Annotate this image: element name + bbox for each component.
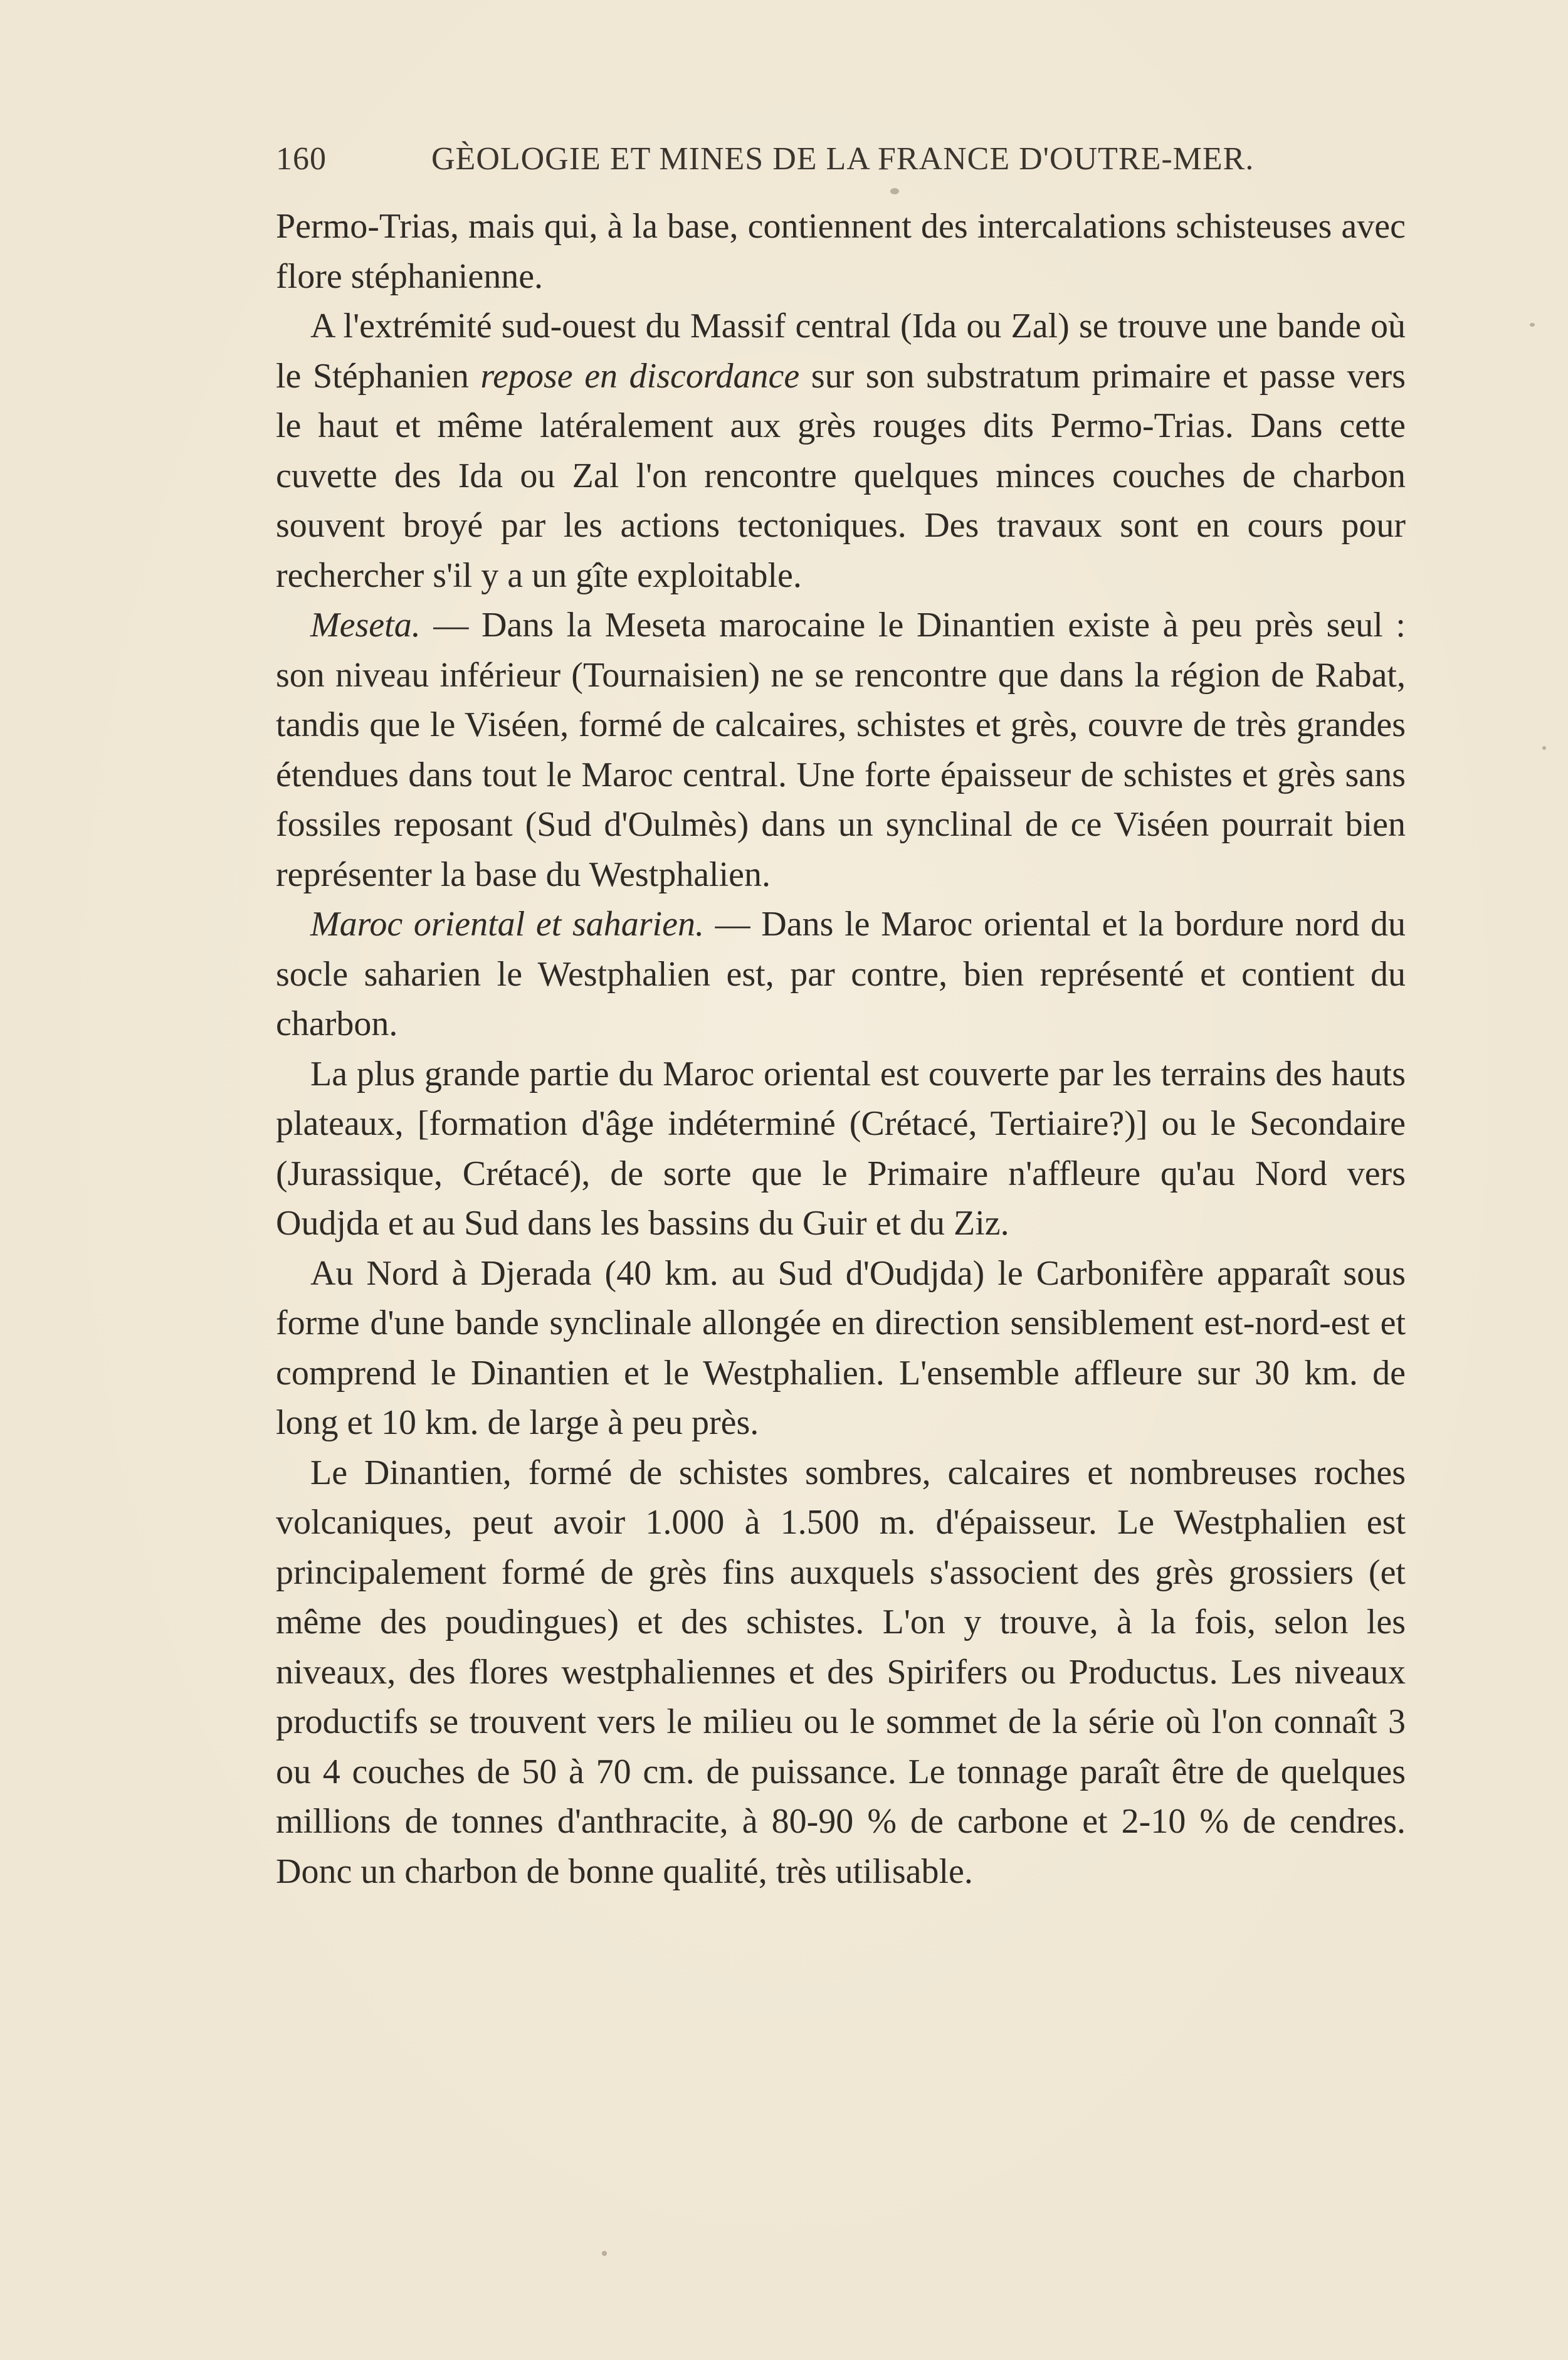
- paper-spot: [1530, 323, 1535, 327]
- paragraph-1-text: Permo-Trias, mais qui, à la base, contiennent des intercalations schisteuses avec flore stéphanienne.: [276, 207, 1406, 296]
- paragraph-7-text: Le Dinantien, formé de schistes sombres, calcaires et nombreuses roches volcaniques, peut avoir 1.000 à 1.500 m. d'épaisseur. Le Westphalien est principalement formé de grès fins auxquels s'associent des grès grossiers (et même des poudingues) et des schistes. L'on y trouve, à la fois, selon les niveaux, des flores westphaliennes et des Spirifers ou Productus. Les niveaux productifs se trouvent vers le milieu ou le sommet de la série où l'on connaît 3 ou 4 couches de 50 à 70 cm. de puissance. Le tonnage paraît être de quelques millions de tonnes d'anthracite, à 80-90 % de carbone et 2-10 % de cendres. Donc un charbon de bonne qualité, très utilisable.: [276, 1453, 1406, 1891]
- paragraph-6: [276, 1249, 1406, 1448]
- paragraph-7: [276, 1448, 1406, 1897]
- paragraph-5: [276, 1050, 1406, 1249]
- paragraph-1: [276, 202, 1406, 302]
- maroc-oriental-text: — Dans le Maroc oriental et la bordure nord du socle saharien le Westphalien est, par contre, bien représenté et contient du charbon.: [276, 905, 1406, 1043]
- paragraph-2-text: sur son substratum primaire et passe vers le haut et même latéralement aux grès rouges dits Permo-Trias. Dans cette cuvette des Ida ou Zal l'on rencontre quelques minces couches de charbon souvent broyé par les actions tectoniques. Des travaux sont en cours pour rechercher s'il y a un gîte exploitable.: [276, 356, 1406, 595]
- paragraph-6-text: Au Nord à Djerada (40 km. au Sud d'Oudjda) le Carbonifère apparaît sous forme d'une bande synclinale allongée en direction sensiblement est-nord-est et comprend le Dinantien et le Westphalien. L'ensemble affleure sur 30 km. de long et 10 km. de large à peu près.: [276, 1253, 1406, 1442]
- paragraph-5-text: La plus grande partie du Maroc oriental est couverte par les terrains des hauts plateaux, [formation d'âge indéterminé (Crétacé, Tertiaire?)] ou le Secondaire (Jurassique, Crétacé), de sorte que le Primaire n'affleure qu'au Nord vers Oudjda et au Sud dans les bassins du Guir et du Ziz.: [276, 1054, 1406, 1243]
- paper-spot: [1542, 746, 1546, 750]
- paper-spot: [602, 2251, 607, 2256]
- maroc-oriental-heading: Maroc oriental et saharien.: [310, 905, 704, 944]
- page-number: 160: [276, 141, 327, 177]
- meseta-text: — Dans la Meseta marocaine le Dinantien existe à peu près seul : son niveau inférieur (Tournaisien) ne se rencontre que dans la région de Rabat, tandis que le Viséen, formé de calcaires, schistes et grès, couvre de très grandes étendues dans tout le Maroc central. Une forte épaisseur de schistes et grès sans fossiles reposant (Sud d'Oulmès) dans un synclinal de ce Viséen pourrait bien représenter la base du Westphalien.: [276, 606, 1406, 894]
- running-title: GÈOLOGIE ET MINES DE LA FRANCE D'OUTRE-MER.: [431, 141, 1255, 177]
- page-header: [276, 137, 1404, 187]
- paragraph-2-italic: repose en discordance: [480, 356, 800, 396]
- paragraph-maroc-oriental: [276, 900, 1406, 1050]
- paragraph-meseta: [276, 601, 1406, 900]
- paragraph-2-lead: A l'extrémité sud-ouest du Massif central (Ida ou Zal) se trouve une bande où le Stéphanien: [276, 307, 1406, 396]
- paragraph-2: [276, 302, 1406, 601]
- body-text: [276, 202, 1406, 1897]
- meseta-heading: Meseta.: [310, 606, 421, 645]
- paper-spot: [890, 188, 899, 194]
